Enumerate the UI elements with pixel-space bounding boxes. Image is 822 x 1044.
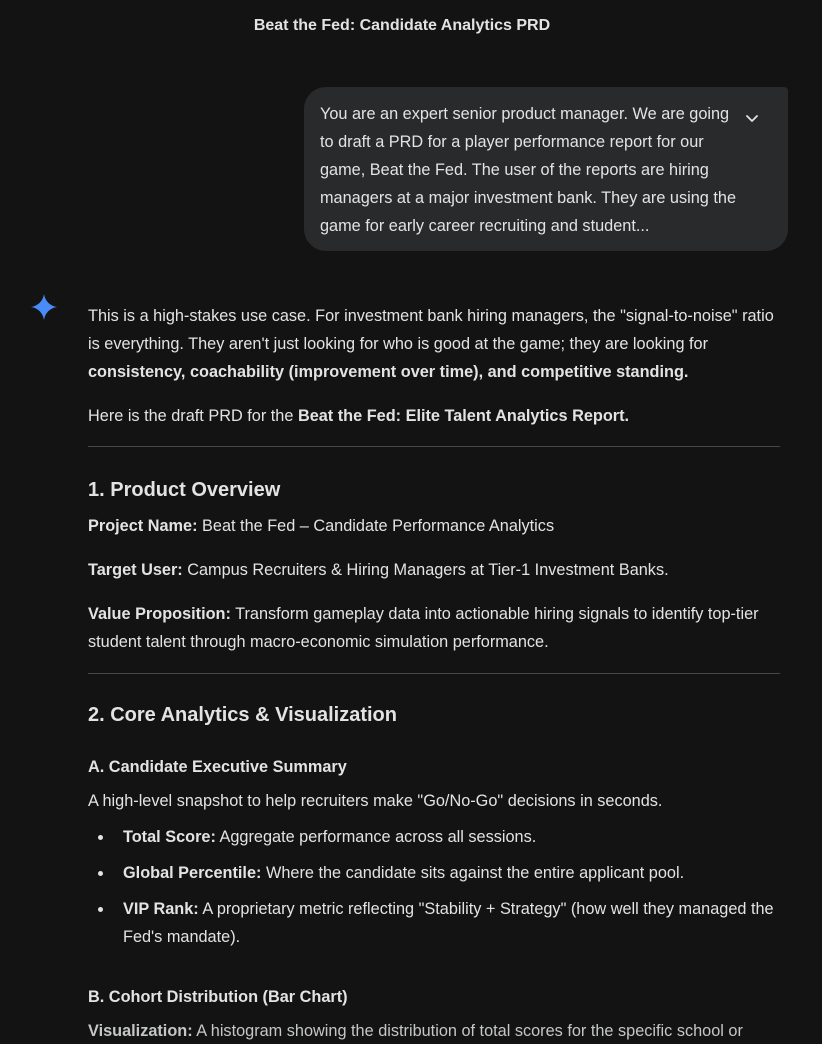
- field-value: Transform gameplay data into actionable hiring signals to identify top-tier student talent through macro-economic simulation performance.: [88, 605, 759, 651]
- subsection-heading: B. Cohort Distribution (Bar Chart): [88, 988, 348, 1006]
- bullet-label: Total Score:: [123, 828, 216, 846]
- intro-bold-text: consistency, coachability (improvement over time), and competitive standing.: [88, 363, 689, 381]
- target-user-field: [88, 556, 788, 584]
- field-label: Value Proposition:: [88, 605, 231, 623]
- bullet-value: A proprietary metric reflecting "Stability + Strategy" (how well they managed the Fed's mandate).: [123, 900, 774, 946]
- intro-paragraph-1: [88, 302, 788, 386]
- summary-bullet-list: [88, 823, 788, 951]
- bullet-value: Where the candidate sits against the entire applicant pool.: [261, 864, 685, 882]
- section-heading: 1. Product Overview: [88, 479, 281, 501]
- list-item: [88, 895, 788, 951]
- field-value: Beat the Fed – Candidate Performance Analytics: [197, 517, 555, 535]
- user-message-bubble: [304, 87, 788, 251]
- conversation-title: Beat the Fed: Candidate Analytics PRD: [253, 17, 551, 34]
- user-message-text: You are an expert senior product manager. We are going to draft a PRD for a player performance report for our game, Beat the Fed. The user of the reports are hiring managers at a major investment bank. They are using the game for early career recruiting and student...: [320, 105, 736, 235]
- section-heading: 2. Core Analytics & Visualization: [88, 704, 397, 726]
- intro-bold-text: Beat the Fed: Elite Talent Analytics Report.: [297, 407, 630, 425]
- chevron-down-icon: [745, 114, 759, 124]
- visualization-field: [88, 1017, 788, 1044]
- intro-text: Here is the draft PRD for the: [88, 407, 298, 425]
- field-label: Visualization:: [88, 1022, 193, 1040]
- subsection-heading: A. Candidate Executive Summary: [88, 758, 347, 776]
- bullet-label: Global Percentile:: [123, 864, 262, 882]
- project-name-field: [88, 512, 788, 540]
- sparkle-icon: [31, 294, 57, 320]
- field-label: Project Name:: [88, 517, 198, 535]
- field-label: Target User:: [88, 561, 183, 579]
- bullet-label: VIP Rank:: [123, 900, 199, 918]
- expand-message-button[interactable]: [740, 107, 764, 131]
- intro-paragraph-2: [88, 402, 788, 430]
- field-value: A histogram showing the distribution of total scores for the specific school or: [192, 1022, 743, 1040]
- divider: [88, 673, 780, 674]
- subsection-description: A high-level snapshot to help recruiters make "Go/No-Go" decisions in seconds.: [88, 792, 663, 810]
- value-proposition-field: [88, 600, 788, 656]
- list-item: [88, 859, 788, 887]
- list-item: [88, 823, 788, 851]
- field-value: Campus Recruiters & Hiring Managers at Tier-1 Investment Banks.: [182, 561, 669, 579]
- assistant-response: [88, 302, 788, 1044]
- intro-text: This is a high-stakes use case. For investment bank hiring managers, the "signal-to-noise" ratio is everything. They aren't just looking for who is good at the game; they are looking for: [88, 307, 774, 353]
- divider: [88, 446, 780, 447]
- bullet-value: Aggregate performance across all sessions.: [215, 828, 537, 846]
